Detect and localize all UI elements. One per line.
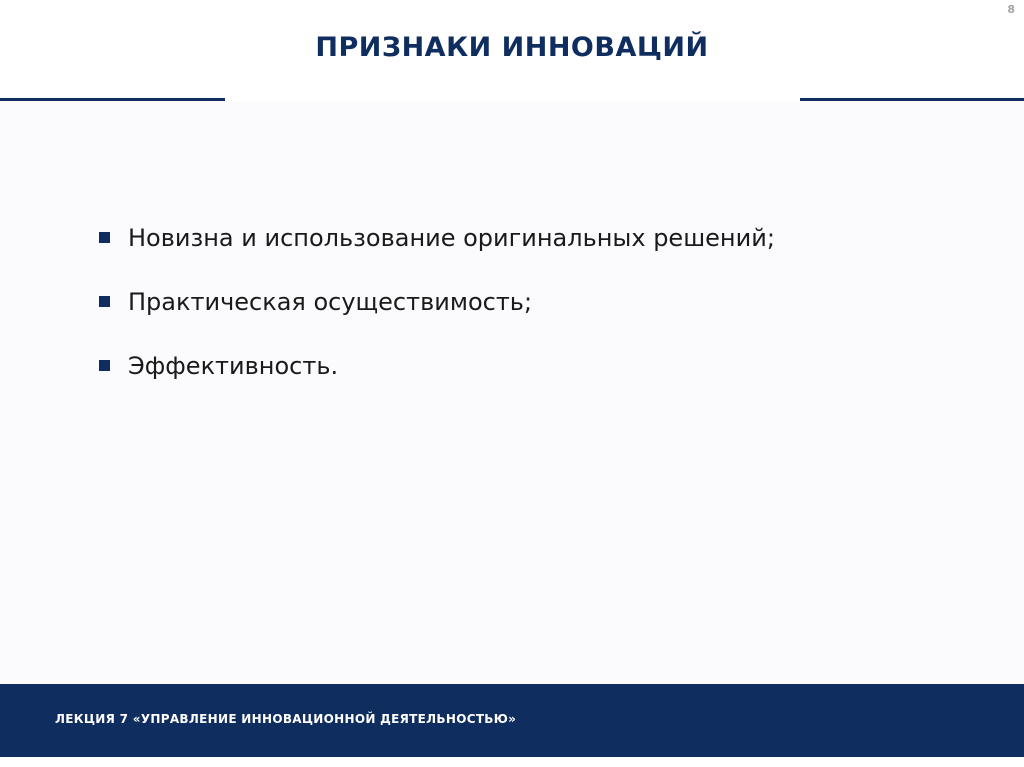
bullet-text: Новизна и использование оригинальных решений; (128, 223, 775, 252)
bullet-list (99, 219, 775, 411)
bullet-item (99, 283, 775, 320)
bullet-text: Практическая осуществимость; (128, 287, 533, 316)
bullet-item (99, 347, 775, 384)
square-bullet-icon (99, 232, 110, 243)
content-area (0, 101, 1024, 684)
footer-bar (0, 684, 1024, 757)
square-bullet-icon (99, 360, 110, 371)
bullet-item (99, 219, 775, 256)
square-bullet-icon (99, 296, 110, 307)
slide-title: ПРИЗНАКИ ИННОВАЦИЙ (315, 32, 709, 63)
bullet-text: Эффективность. (128, 351, 339, 380)
slide-number: 8 (1007, 3, 1015, 16)
bottom-strip (0, 757, 1024, 767)
footer-lecture-title: ЛЕКЦИЯ 7 «УПРАВЛЕНИЕ ИННОВАЦИОННОЙ ДЕЯТЕЛЬНОСТЬЮ» (55, 712, 517, 726)
